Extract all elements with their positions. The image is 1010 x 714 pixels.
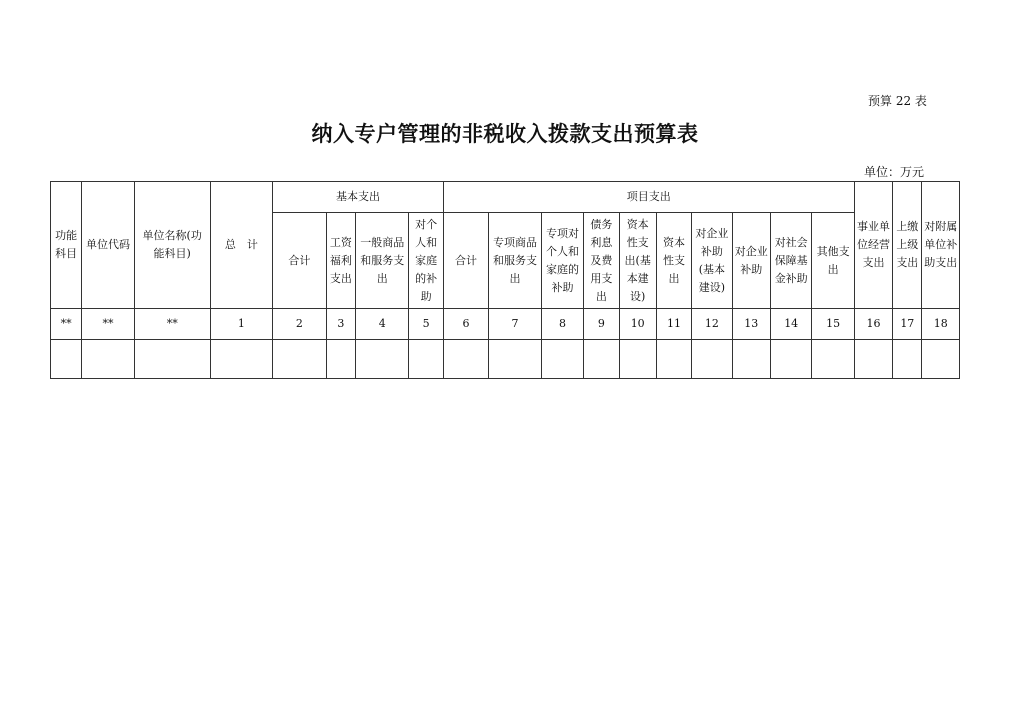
header-extra-col: 对附属 单位补 助支出 <box>922 182 960 309</box>
data-cell <box>732 340 770 379</box>
header-group-project: 项目支出 <box>443 182 854 213</box>
header-basic-col: 对个 人和 家庭 的补 助 <box>409 213 443 309</box>
data-cell <box>584 340 619 379</box>
header-unit-name: 单位名称(功 能科目) <box>134 182 210 309</box>
data-cell <box>51 340 82 379</box>
index-cell: 16 <box>854 309 892 340</box>
index-cell: ** <box>82 309 135 340</box>
header-project-col: 对社会 保障基 金补助 <box>770 213 811 309</box>
data-cell <box>770 340 811 379</box>
index-cell: 7 <box>489 309 542 340</box>
header-func-subject: 功能 科目 <box>51 182 82 309</box>
header-total: 总 计 <box>210 182 273 309</box>
index-row <box>51 309 960 340</box>
header-project-col: 专项对 个人和 家庭的 补助 <box>541 213 583 309</box>
header-row-groups <box>51 182 960 213</box>
data-cell <box>82 340 135 379</box>
index-cell: 6 <box>443 309 488 340</box>
index-cell: ** <box>51 309 82 340</box>
data-cell <box>812 340 854 379</box>
data-cell <box>489 340 542 379</box>
header-project-col: 资本 性支 出(基 本建 设) <box>619 213 656 309</box>
header-extra-col: 事业单 位经营 支出 <box>854 182 892 309</box>
header-project-col: 对企业 补助 <box>732 213 770 309</box>
header-project-col: 资本 性支 出 <box>656 213 691 309</box>
index-cell: 11 <box>656 309 691 340</box>
header-basic-col: 一般商品 和服务支 出 <box>355 213 409 309</box>
data-cell <box>541 340 583 379</box>
header-project-col: 其他支 出 <box>812 213 854 309</box>
data-cell <box>134 340 210 379</box>
header-unit-code: 单位代码 <box>82 182 135 309</box>
header-group-basic: 基本支出 <box>273 182 444 213</box>
index-cell: 15 <box>812 309 854 340</box>
header-project-col: 合计 <box>443 213 488 309</box>
index-cell: 9 <box>584 309 619 340</box>
data-cell <box>656 340 691 379</box>
header-basic-col: 工资 福利 支出 <box>326 213 355 309</box>
data-cell <box>273 340 327 379</box>
index-cell: 5 <box>409 309 443 340</box>
data-cell <box>854 340 892 379</box>
index-cell: 12 <box>692 309 732 340</box>
index-cell: 3 <box>326 309 355 340</box>
index-cell: ** <box>134 309 210 340</box>
index-cell: 8 <box>541 309 583 340</box>
index-cell: 18 <box>922 309 960 340</box>
data-cell <box>619 340 656 379</box>
budget-table <box>50 181 960 379</box>
empty-data-row <box>51 340 960 379</box>
data-cell <box>355 340 409 379</box>
index-cell: 14 <box>770 309 811 340</box>
index-cell: 10 <box>619 309 656 340</box>
data-cell <box>443 340 488 379</box>
index-cell: 13 <box>732 309 770 340</box>
header-project-col: 对企业 补助 (基本 建设) <box>692 213 732 309</box>
index-cell: 1 <box>210 309 273 340</box>
data-cell <box>326 340 355 379</box>
data-cell <box>922 340 960 379</box>
header-basic-col: 合计 <box>273 213 327 309</box>
index-cell: 4 <box>355 309 409 340</box>
header-extra-col: 上缴 上级 支出 <box>893 182 922 309</box>
header-project-col: 债务 利息 及费 用支 出 <box>584 213 619 309</box>
index-cell: 2 <box>273 309 327 340</box>
data-cell <box>893 340 922 379</box>
header-project-col: 专项商品 和服务支 出 <box>489 213 542 309</box>
index-cell: 17 <box>893 309 922 340</box>
form-number: 预算 22 表 <box>868 94 927 108</box>
data-cell <box>409 340 443 379</box>
data-cell <box>692 340 732 379</box>
page-title: 纳入专户管理的非税收入拨款支出预算表 <box>311 121 699 146</box>
unit-label: 单位：万元 <box>864 165 925 179</box>
data-cell <box>210 340 273 379</box>
